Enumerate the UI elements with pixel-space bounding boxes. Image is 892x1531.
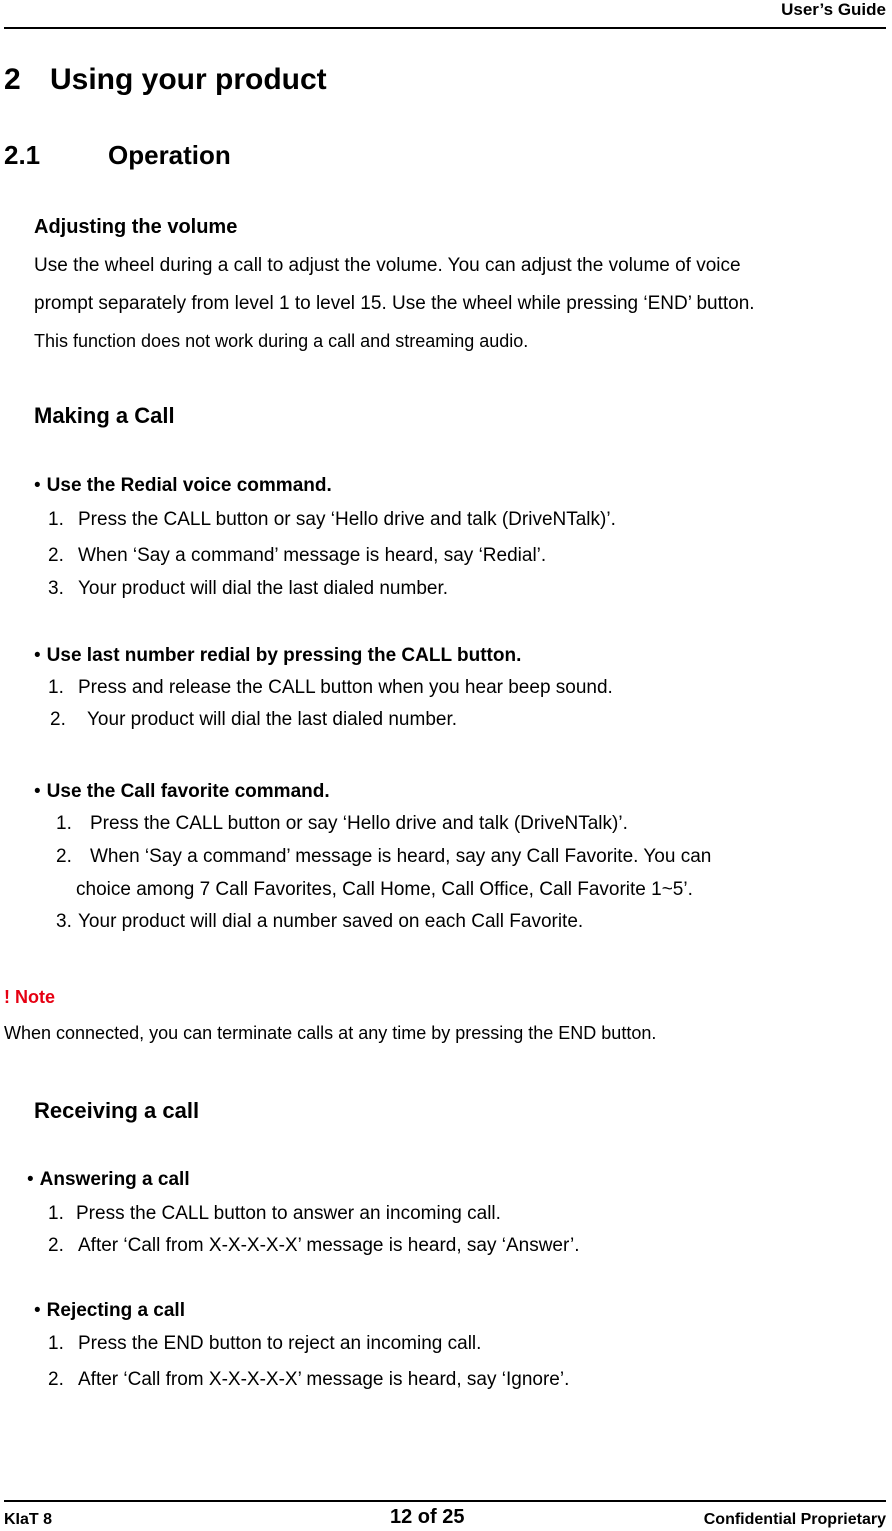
footer-confidential: Confidential Proprietary bbox=[703, 1511, 886, 1528]
list-item: 2. When ‘Say a command’ message is heard, say any Call Favorite. You can bbox=[56, 846, 712, 867]
bullet-rejecting-call bbox=[34, 1300, 185, 1322]
bullet-glyph: • bbox=[27, 1169, 34, 1190]
list-item: 2. After ‘Call from X-X-X-X-X’ message is heard, say ‘Answer’. bbox=[48, 1235, 580, 1256]
page-number: 12 of 25 bbox=[390, 1506, 465, 1528]
list-item: 1. Press the CALL button or say ‘Hello drive and talk (DriveNTalk)’. bbox=[48, 509, 616, 530]
bullet-call-favorite bbox=[34, 781, 330, 803]
section-title: Operation bbox=[108, 140, 231, 170]
volume-line-3: This function does not work during a call and streaming audio. bbox=[34, 331, 529, 351]
chapter-heading bbox=[4, 63, 327, 97]
bullet-last-number-redial bbox=[34, 645, 521, 667]
bullet-glyph: • bbox=[34, 475, 41, 496]
list-item: 1. Press the CALL button to answer an incoming call. bbox=[48, 1203, 501, 1224]
list-item: 3. Your product will dial a number saved on each Call Favorite. bbox=[56, 911, 584, 932]
list-item: 3. Your product will dial the last dialed number. bbox=[48, 578, 449, 599]
list-item: 1. Press and release the CALL button when you hear beep sound. bbox=[48, 677, 613, 698]
bullet-redial-voice bbox=[34, 475, 332, 497]
receiving-call-heading: Receiving a call bbox=[34, 1098, 200, 1123]
bullet-rejecting-call-title: Rejecting a call bbox=[46, 1300, 185, 1321]
bullet-glyph: • bbox=[34, 781, 41, 802]
volume-line-1: Use the wheel during a call to adjust the volume. You can adjust the volume of voice bbox=[34, 255, 741, 276]
making-call-heading: Making a Call bbox=[34, 403, 175, 428]
bullet-redial-voice-title: Use the Redial voice command. bbox=[46, 475, 332, 496]
chapter-title: Using your product bbox=[50, 63, 327, 96]
note-label: ! Note bbox=[4, 987, 55, 1007]
bullet-glyph: • bbox=[34, 1300, 41, 1321]
bullet-last-number-redial-title: Use last number redial by pressing the CALL button. bbox=[46, 645, 522, 666]
header-rule bbox=[4, 27, 886, 29]
bullet-call-favorite-title: Use the Call favorite command. bbox=[46, 781, 330, 802]
bullet-glyph: • bbox=[34, 645, 41, 666]
list-item-continuation: choice among 7 Call Favorites, Call Home, Call Office, Call Favorite 1~5’. bbox=[76, 879, 693, 900]
header-title: User’s Guide bbox=[781, 0, 886, 19]
bullet-answering-call-title: Answering a call bbox=[39, 1169, 190, 1190]
list-item: 1. Press the CALL button or say ‘Hello drive and talk (DriveNTalk)’. bbox=[56, 813, 628, 834]
list-item: 2. Your product will dial the last dialed number. bbox=[50, 709, 458, 730]
footer-rule bbox=[4, 1500, 886, 1502]
section-heading bbox=[4, 140, 231, 171]
list-item: 2. When ‘Say a command’ message is heard, say ‘Redial’. bbox=[48, 545, 547, 566]
note-text: When connected, you can terminate calls at any time by pressing the END button. bbox=[4, 1023, 657, 1043]
footer-product: KIaT 8 bbox=[4, 1511, 53, 1528]
bullet-answering-call bbox=[27, 1169, 190, 1191]
list-item: 2. After ‘Call from X-X-X-X-X’ message is heard, say ‘Ignore’. bbox=[48, 1369, 570, 1390]
volume-heading: Adjusting the volume bbox=[34, 216, 238, 238]
chapter-number: 2 bbox=[4, 63, 21, 96]
volume-line-2: prompt separately from level 1 to level 15. Use the wheel while pressing ‘END’ button. bbox=[34, 293, 755, 314]
section-number: 2.1 bbox=[4, 140, 41, 170]
list-item: 1. Press the END button to reject an incoming call. bbox=[48, 1333, 482, 1354]
